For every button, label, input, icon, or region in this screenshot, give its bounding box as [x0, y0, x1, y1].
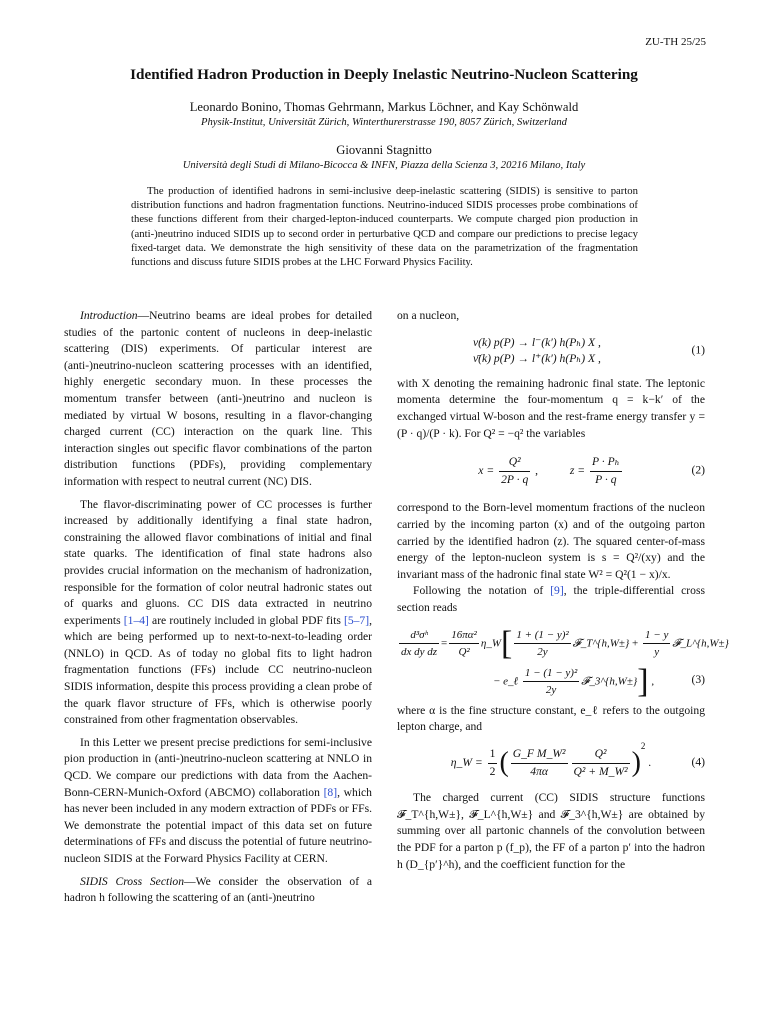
eq4-second-denominator: Q² + M_W²	[573, 764, 628, 778]
eq3-term2-fraction	[643, 627, 670, 661]
eq3-term1-denominator: 2y	[537, 646, 548, 659]
author-list-milano: Giovanni Stagnitto	[336, 143, 432, 157]
left-column	[64, 308, 372, 907]
eq1-line-2: ν̄(k) p(P) → l⁺(k′) h(Pₕ) X ,	[473, 352, 601, 366]
eq3-term2-structure-function: 𝓕_L^{h,W±}	[672, 637, 729, 650]
intro-runin: Introduction	[80, 309, 138, 322]
eq3-prefactor-numerator: 16πα²	[449, 627, 479, 645]
report-number: ZU-TH 25/25	[645, 36, 706, 48]
equation-number: (1)	[691, 343, 705, 357]
eq2-z-denominator: P · q	[595, 472, 617, 486]
letter-paragraph	[64, 735, 372, 868]
eq3-prefactor-denominator: Q²	[458, 646, 470, 659]
eq4-half	[488, 746, 498, 780]
eq3-term1-fraction	[514, 627, 570, 661]
letter-text-a: In this Letter we present precise predictions for semi-inclusive pion production in (anti-)neutrino-nucleon scattering at NNLO in QCD. We compare our predictions with data from the Aachen-Bonn-CERN-Munich-Oxford (ABCMO) collaboration	[64, 735, 372, 799]
eq3-term1-structure-function: 𝓕_T^{h,W±}	[572, 637, 630, 650]
eq3-term2-numerator: 1 − y	[643, 627, 670, 645]
eq2-z-fraction	[590, 454, 622, 488]
flavor-paragraph	[64, 497, 372, 729]
sidis-runin: SIDIS Cross Section	[80, 874, 185, 888]
eq3-term3-prefix: − e_ℓ	[493, 675, 519, 688]
eq3-prefactor	[449, 627, 479, 661]
born-paragraph: correspond to the Born-level momentum fractions of the nucleon carried by the incoming parton (x) and of the outgoing parton carried by the identified hadron (z). The squared center-of-mass energy of the lepton-nucleon system is s = Q²/(xy) and the invariant mass of the hadronic final state W² = Q²(1 − x)/x.	[397, 501, 705, 581]
sidis-text: —We consider the observation of a hadron h following the scattering of an (anti-)neutrino	[64, 874, 372, 905]
equation-3: $\frac{\text{d³σʰ}}{\text{dx dy dz}}$ = $\frac{\text{16πα²}}{\text{Q²}}$ η_W[ $\frac{\text{1 + (1 − y)²}}{2y}$ 𝓕_T^{h,W±} + $\frac{1 - y}{y}$ 𝓕_L^{h,W±} − e_ℓ $\frac{\text{1 − (1 − y)²}}{2y}$ 𝓕_3^{h,W±}] , (3)	[401, 624, 729, 700]
citation-link[interactable]: [5–7]	[343, 613, 370, 627]
equation-1	[397, 335, 705, 368]
citation-link[interactable]: [1–4]	[123, 613, 149, 627]
author-list-zurich: Leonardo Bonino, Thomas Gehrmann, Markus Löchner, and Kay Schönwald	[189, 100, 579, 114]
eq4-half-numerator: 1	[488, 746, 498, 764]
eq1-line-1: ν(k) p(P) → l⁻(k′) h(Pₕ) X ,	[473, 335, 601, 349]
affiliation-zurich: Physik-Institut, Universität Zürich, Winterthurerstrasse 190, 8057 Zürich, Switzerland	[201, 117, 567, 128]
flavor-text-c: , which are being performed up to next-to-next-to-leading order (NNLO) in QCD. As of today no global fits to light hadron fragmentation functions (FFs) include CC neutrino-nucleon SIDIS information, despite this process providing a clean probe of the quark flavor structure of FFs, which is otherwise poorly constrained from other fragmentation observables.	[64, 613, 372, 727]
equation-number: (4)	[691, 755, 705, 769]
eq4-first-fraction	[511, 746, 568, 780]
eq2-x-lhs: x =	[478, 463, 495, 477]
eq3-lhs-fraction	[399, 627, 439, 661]
eq3-eta: η_W	[480, 637, 501, 650]
fine-structure-paragraph: where α is the fine structure constant, e_ℓ refers to the outgoing lepton charge, and	[397, 703, 705, 734]
flavor-text-a: The flavor-discriminating power of CC processes is further increased by additionally identifying a final state hadron, constraining the allowed flavor combinations of initial and final state quarks. The identification of final state hadrons also provides crucial information on the mechanism of hadronization, responsible for the formation of color neutral hadronic states out of quarks and gluons. CC DIS data extracted in neutrino experiments	[64, 497, 372, 627]
eq3-term1-numerator: 1 + (1 − y)²	[514, 627, 570, 645]
intro-text: —Neutrino beams are ideal probes for detailed studies of the partonic content of nucleons in deep-inelastic scattering (DIS) experiments. Of particular interest are (anti-)neutrino-nucleon scattering processes with an identified, highly energetic secondary muon. In these processes the momentum transfer between (anti-)neutrino and nucleon is mediated by virtual W bosons, resulting in a flavor-changing charged current (CC) interaction on the quark line. This interaction singles out specific flavor combinations of the parton distribution functions (PDFs), providing complementary information with respect to neutral current (NC) DIS.	[64, 309, 372, 488]
equation-2: x = $\frac{\text{Q²}}{2P \cdot q}$ , z = $\frac{\text{P · Pₕ}}{P \cdot q}$ (2)	[397, 454, 705, 488]
right-column	[397, 308, 729, 873]
equation-number: (3)	[691, 673, 705, 687]
eq4-first-numerator: G_F M_W²	[511, 746, 568, 764]
eq4-first-denominator: 4πα	[530, 764, 548, 778]
eq2-x-numerator: Q²	[499, 454, 530, 472]
eq4-second-fraction	[572, 746, 630, 780]
intro-paragraph	[64, 308, 372, 491]
nucleon-text: on a nucleon,	[397, 309, 460, 322]
paper-title: Identified Hadron Production in Deeply Inelastic Neutrino-Nucleon Scattering	[130, 66, 638, 83]
eq3-lhs-denominator: dx dy dz	[401, 646, 438, 659]
eq3-term3-denominator: 2y	[545, 684, 557, 697]
eq4-lhs: η_W =	[450, 755, 483, 769]
eq3-term2-denominator: y	[654, 646, 660, 659]
equation-4: η_W = $\frac{1}{2}$ ( $\frac{\text{G\_F M\_W²}}{4\pi\alpha}$ $\frac{\text{Q²}}{\text{Q² + M\_W²}}$ )$^2$ . (4)	[397, 746, 705, 780]
affiliation-milano: Università degli Studi di Milano-Bicocca & INFN, Piazza della Scienza 3, 20216 Milano, Italy	[182, 160, 586, 171]
eq3-term3-fraction	[523, 665, 579, 699]
eq2-x-denominator: 2P · q	[501, 472, 529, 486]
sidis-paragraph	[64, 874, 372, 907]
eq4-second-numerator: Q²	[572, 746, 630, 764]
citation-link[interactable]: [8]	[323, 785, 338, 799]
eq2-z-lhs: z =	[569, 463, 586, 477]
momenta-paragraph: with X denoting the remaining hadronic final state. The leptonic momenta determine the four-momentum q = k−k′ of the exchanged virtual W-boson and the rest-frame energy transfer y = (P · q)/(P · k). For Q² = −q² the variables	[397, 376, 705, 440]
citation-link[interactable]: [9]	[550, 584, 564, 598]
flavor-text-b: are routinely included in global PDF fits	[148, 613, 344, 627]
notation-text-b: , the triple-differential cross section reads	[397, 584, 705, 614]
eq2-z-numerator: P · Pₕ	[590, 454, 622, 472]
eq3-lhs-numerator: d³σʰ	[399, 627, 439, 645]
eq3-term3-numerator: 1 − (1 − y)²	[523, 665, 579, 683]
notation-paragraph	[397, 583, 705, 616]
equation-number: (2)	[691, 463, 705, 477]
eq3-term3-structure-function: 𝓕_3^{h,W±}	[581, 675, 638, 688]
letter-text-b: , which has never been included in any modern extraction of PDFs or FFs. We demonstrate the potential impact of this data set on future determinations of FFs and discuss the potential of future neutrino-nucleon SIDIS at the Forward Physics Facility at CERN.	[64, 785, 372, 865]
structure-functions-paragraph: The charged current (CC) SIDIS structure functions 𝓕_T^{h,W±}, 𝓕_L^{h,W±} and 𝓕_3^{h,W±} are obtained by summing over all partonic channels of the convolution between the PDF for a parton p (f_p), the FF of a parton p′ into the hadron h (D_{p′}^h), and the coefficient function for the	[397, 791, 705, 871]
notation-text-a: Following the notation of	[413, 584, 551, 598]
eq2-x-fraction	[499, 454, 530, 488]
abstract: The production of identified hadrons in semi-inclusive deep-inelastic scattering (SIDIS) is sensitive to parton distribution functions and hadron fragmentation functions. Neutrino-induced SIDIS processes probe combinations of these functions different from their charged-lepton-induced counterparts. We compute charged pion production in (anti-)neutrino induced SIDIS up to second order in perturbative QCD and compare our predictions to precise legacy fixed-target data. We demonstrate the high sensitivity of these data on the parametrization of the fragmentation functions and discuss future SIDIS probes at the LHC Forward Physics Facility.	[131, 185, 638, 269]
eq4-half-denominator: 2	[489, 764, 496, 778]
